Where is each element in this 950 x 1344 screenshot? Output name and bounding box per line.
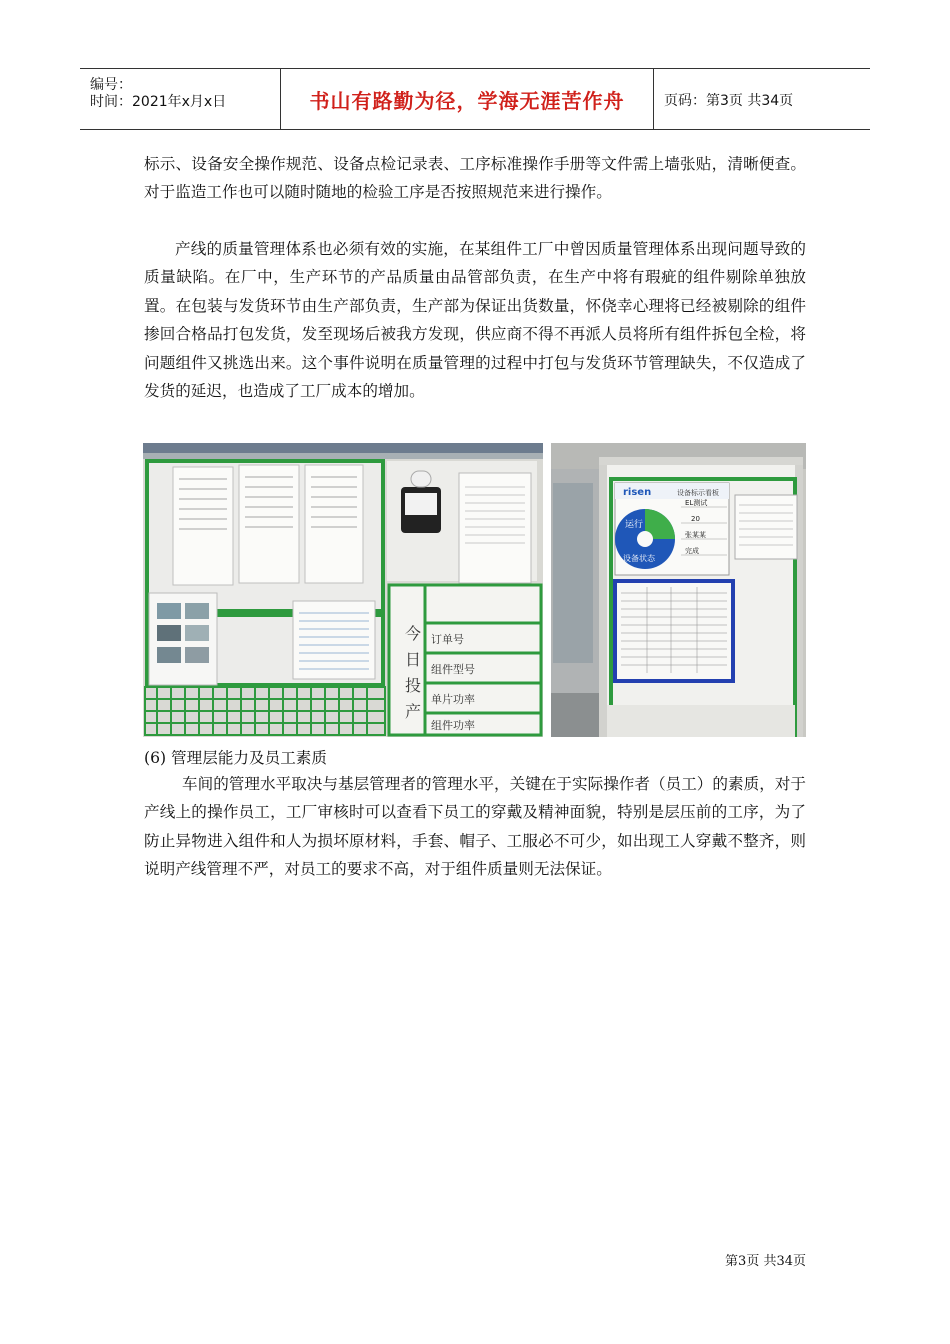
paragraph-continued: 标示、设备安全操作规范、设备点检记录表、工序标准操作手册等文件需上墙张贴，清晰便查。对于监造工作也可以随时随地的检验工序是否按照规范来进行操作。	[144, 155, 806, 202]
board-char-4: 产	[405, 702, 422, 721]
board-row-label-3: 单片功率	[431, 693, 475, 706]
header-page-cell	[654, 69, 870, 129]
serial-number-label: 编号：	[90, 77, 132, 93]
board-row-label-4: 组件功率	[431, 719, 475, 732]
photo-equipment-status-board	[551, 443, 806, 737]
board-row-label-1: 订单号	[431, 633, 464, 646]
paragraph-quality-system: 产线的质量管理体系也必须有效的实施，在某组件工厂中曾因质量管理体系出现问题导致的质量缺陷。在厂中，生产环节的产品质量由品管部负责，在生产中将有瑕疵的组件剔除单独放置。在包装与发货环节由生产部负责，生产部为保证出货数量，怀侥幸心理将已经被剔除的组件掺回合格品打包发货，发至现场后被我方发现，供应商不得不再派人员将所有组件拆包全检，将问题组件又挑选出来。这个事件说明在质量管理的过程中打包与发货环节管理缺失，不仅造成了发货的延迟，也造成了工厂成本的增加。	[144, 240, 806, 401]
card-value-1: EL测试	[685, 499, 708, 507]
header-page-number: 页码：第3页 共34页	[664, 93, 794, 109]
card-value-2: 20	[691, 515, 700, 523]
date-label: 时间：2021年x月x日	[90, 94, 227, 110]
disc-bottom-label: 设备状态	[623, 554, 655, 563]
card-title: 设备标示看板	[677, 489, 719, 497]
header-info-cell	[80, 69, 281, 129]
risen-logo: risen	[623, 487, 652, 498]
header-motto-cell	[281, 69, 654, 129]
card-value-3: 张某某	[685, 531, 706, 539]
disc-top-label: 运行	[625, 520, 644, 530]
board-char-1: 今	[405, 624, 422, 643]
card-value-4: 完成	[685, 547, 699, 555]
photo-workshop-wall-board	[143, 443, 543, 737]
board-char-2: 日	[405, 650, 422, 669]
paragraph-staff-quality: 车间的管理水平取决与基层管理者的管理水平，关键在于实际操作者（员工）的素质，对于产线上的操作员工，工厂审核时可以查看下员工的穿戴及精神面貌，特别是层压前的工序，为了防止异物进入组件和人为损坏原材料，手套、帽子、工服必不可少，如出现工人穿戴不整齐，则说明产线管理不严，对员工的要求不高，对于组件质量则无法保证。	[144, 775, 806, 879]
section-heading-6: (6) 管理层能力及员工素质	[144, 749, 327, 767]
footer-page-number: 第3页 共34页	[725, 1254, 806, 1269]
board-row-label-2: 组件型号	[431, 663, 475, 676]
page-header	[80, 68, 870, 130]
board-char-3: 投	[405, 676, 422, 695]
motto: 书山有路勤为径，学海无涯苦作舟	[309, 89, 625, 113]
